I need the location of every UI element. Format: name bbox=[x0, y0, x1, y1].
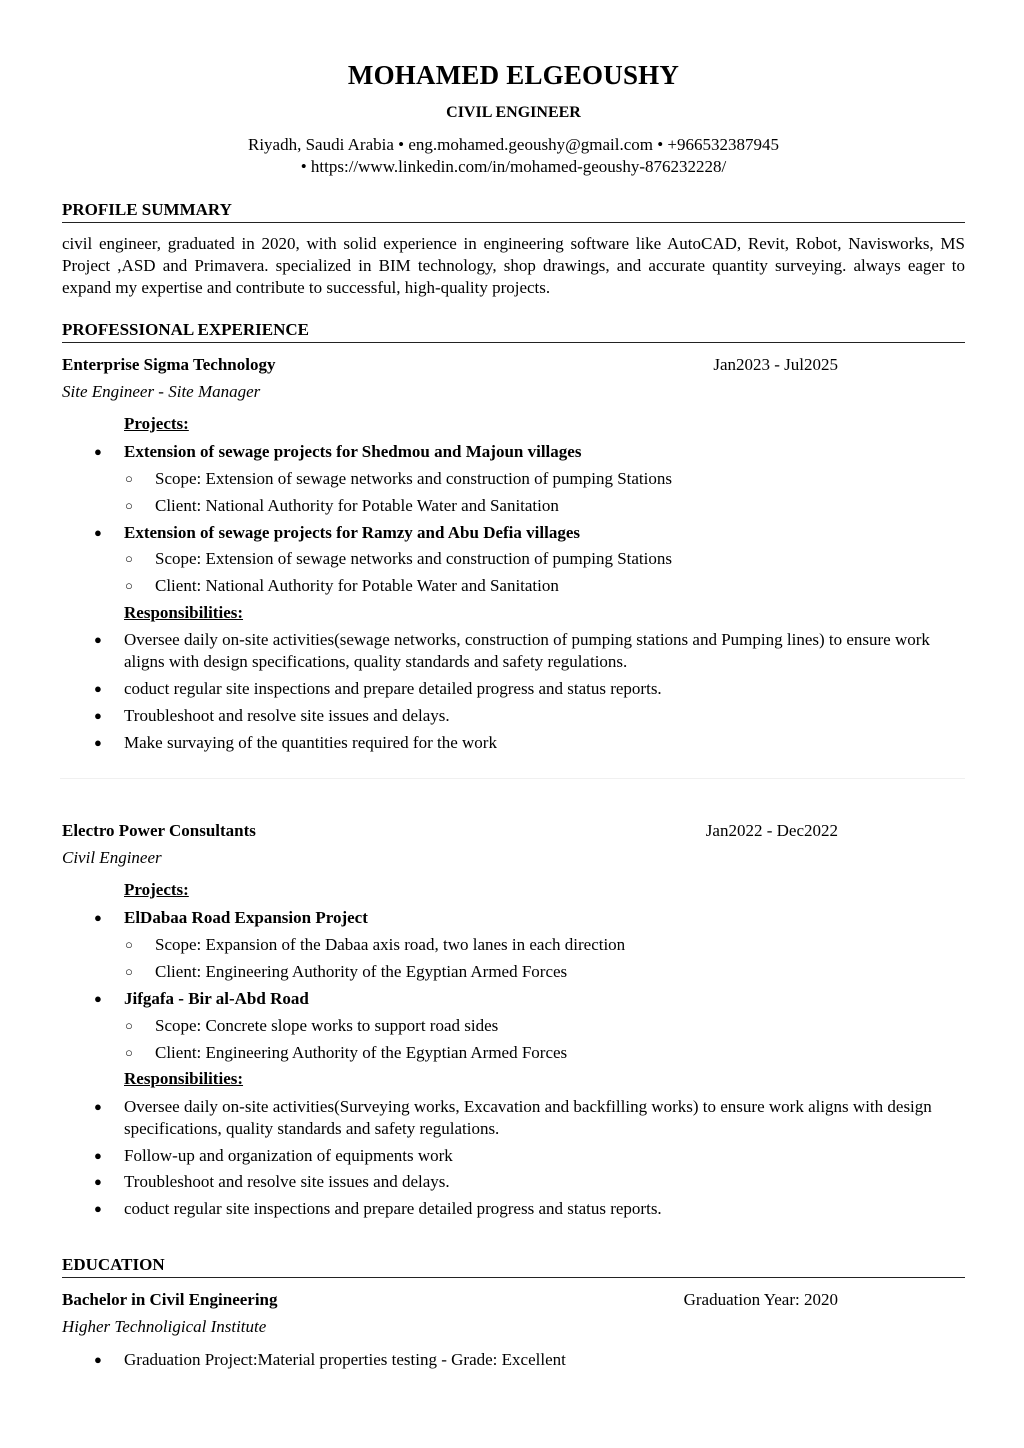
bullet-icon: ● bbox=[94, 1201, 102, 1216]
job-role: Civil Engineer bbox=[62, 848, 162, 867]
responsibilities-label: Responsibilities: bbox=[124, 1069, 244, 1088]
job-role: Site Engineer - Site Manager bbox=[62, 382, 261, 401]
bullet-icon: ● bbox=[94, 735, 102, 750]
bullet-icon: ● bbox=[94, 525, 102, 540]
responsibility-text: coduct regular site inspections and prepare detailed progress and status reports. bbox=[124, 1199, 662, 1218]
circle-bullet-icon: ○ bbox=[125, 578, 133, 593]
bullet-icon: ● bbox=[94, 1352, 102, 1367]
projects-label: Projects: bbox=[124, 880, 189, 899]
circle-bullet-icon: ○ bbox=[125, 551, 133, 566]
contact-line: Riyadh, Saudi Arabia • eng.mohamed.geoushy@gmail.com • +966532387945 bbox=[247, 135, 780, 154]
projects-label: Projects: bbox=[124, 414, 189, 433]
circle-bullet-icon: ○ bbox=[125, 1045, 133, 1060]
project-name: Extension of sewage projects for Ramzy and Abu Defia villages bbox=[124, 523, 580, 542]
company-name: Electro Power Consultants bbox=[62, 821, 256, 840]
section-heading-education: EDUCATION bbox=[62, 1255, 965, 1278]
circle-bullet-icon: ○ bbox=[125, 498, 133, 513]
bullet-icon: ● bbox=[94, 1148, 102, 1163]
client-text: Client: Engineering Authority of the Egyptian Armed Forces bbox=[155, 1043, 568, 1062]
job-dates: Jan2022 - Dec2022 bbox=[705, 821, 838, 840]
job-header bbox=[62, 355, 965, 377]
project-name: ElDabaa Road Expansion Project bbox=[124, 908, 368, 927]
scope-text: Scope: Concrete slope works to support road sides bbox=[155, 1016, 499, 1035]
client-text: Client: National Authority for Potable Water and Sanitation bbox=[155, 576, 559, 595]
linkedin-line: • https://www.linkedin.com/in/mohamed-geoushy-876232228/ bbox=[300, 157, 727, 176]
scope-text: Scope: Extension of sewage networks and construction of pumping Stations bbox=[155, 549, 672, 568]
circle-bullet-icon: ○ bbox=[125, 1018, 133, 1033]
bullet-icon: ● bbox=[94, 910, 102, 925]
responsibility-text: coduct regular site inspections and prepare detailed progress and status reports. bbox=[124, 679, 662, 698]
degree-name: Bachelor in Civil Engineering bbox=[62, 1290, 278, 1309]
contact-info bbox=[62, 134, 965, 178]
responsibility-text: Make survaying of the quantities required for the work bbox=[124, 733, 497, 752]
scope-text: Scope: Extension of sewage networks and construction of pumping Stations bbox=[155, 469, 672, 488]
bullet-icon: ● bbox=[94, 632, 102, 647]
company-name: Enterprise Sigma Technology bbox=[62, 355, 276, 374]
section-heading-experience: PROFESSIONAL EXPERIENCE bbox=[62, 320, 965, 343]
circle-bullet-icon: ○ bbox=[125, 964, 133, 979]
job-header bbox=[62, 821, 965, 843]
graduation-year: Graduation Year: 2020 bbox=[683, 1290, 838, 1309]
responsibility-text: Oversee daily on-site activities(sewage networks, construction of pumping stations and Pumping lines) to ensure work aligns with design specifications, quality standards and safety regulations. bbox=[124, 630, 930, 671]
profile-summary-text: civil engineer, graduated in 2020, with solid experience in engineering software like AutoCAD, Revit, Robot, Navisworks, MS Project ,ASD and Primavera. specialized in BIM technology, shop drawings, and accurate quantity surveying. always eager to expand my expertise and contribute to successful, high-quality projects. bbox=[62, 234, 965, 297]
responsibility-text: Follow-up and organization of equipments work bbox=[124, 1146, 453, 1165]
section-heading-profile: PROFILE SUMMARY bbox=[62, 200, 965, 223]
bullet-icon: ● bbox=[94, 681, 102, 696]
project-name: Extension of sewage projects for Shedmou and Majoun villages bbox=[124, 442, 582, 461]
bullet-icon: ● bbox=[94, 991, 102, 1006]
circle-bullet-icon: ○ bbox=[125, 937, 133, 952]
bullet-icon: ● bbox=[94, 1099, 102, 1114]
responsibility-text: Troubleshoot and resolve site issues and delays. bbox=[124, 706, 450, 725]
bullet-icon: ● bbox=[94, 444, 102, 459]
responsibility-text: Troubleshoot and resolve site issues and delays. bbox=[124, 1172, 450, 1191]
responsibility-text: Oversee daily on-site activities(Surveying works, Excavation and backfilling works) to ensure work aligns with design specifications, quality standards and safety regulations. bbox=[124, 1097, 932, 1138]
candidate-name: MOHAMED ELGEOUSHY bbox=[347, 60, 680, 90]
institute-name: Higher Technoligical Institute bbox=[62, 1317, 267, 1336]
bullet-icon: ● bbox=[94, 1174, 102, 1189]
responsibilities-label: Responsibilities: bbox=[124, 603, 244, 622]
circle-bullet-icon: ○ bbox=[125, 471, 133, 486]
candidate-title: CIVIL ENGINEER bbox=[446, 104, 581, 121]
client-text: Client: Engineering Authority of the Egyptian Armed Forces bbox=[155, 962, 568, 981]
page-break-divider bbox=[60, 778, 965, 779]
education-detail-text: Graduation Project:Material properties testing - Grade: Excellent bbox=[124, 1350, 566, 1369]
scope-text: Scope: Expansion of the Dabaa axis road, two lanes in each direction bbox=[155, 935, 626, 954]
project-name: Jifgafa - Bir al-Abd Road bbox=[124, 989, 309, 1008]
job-dates: Jan2023 - Jul2025 bbox=[713, 355, 838, 374]
client-text: Client: National Authority for Potable Water and Sanitation bbox=[155, 496, 559, 515]
education-header bbox=[62, 1290, 965, 1312]
bullet-icon: ● bbox=[94, 708, 102, 723]
